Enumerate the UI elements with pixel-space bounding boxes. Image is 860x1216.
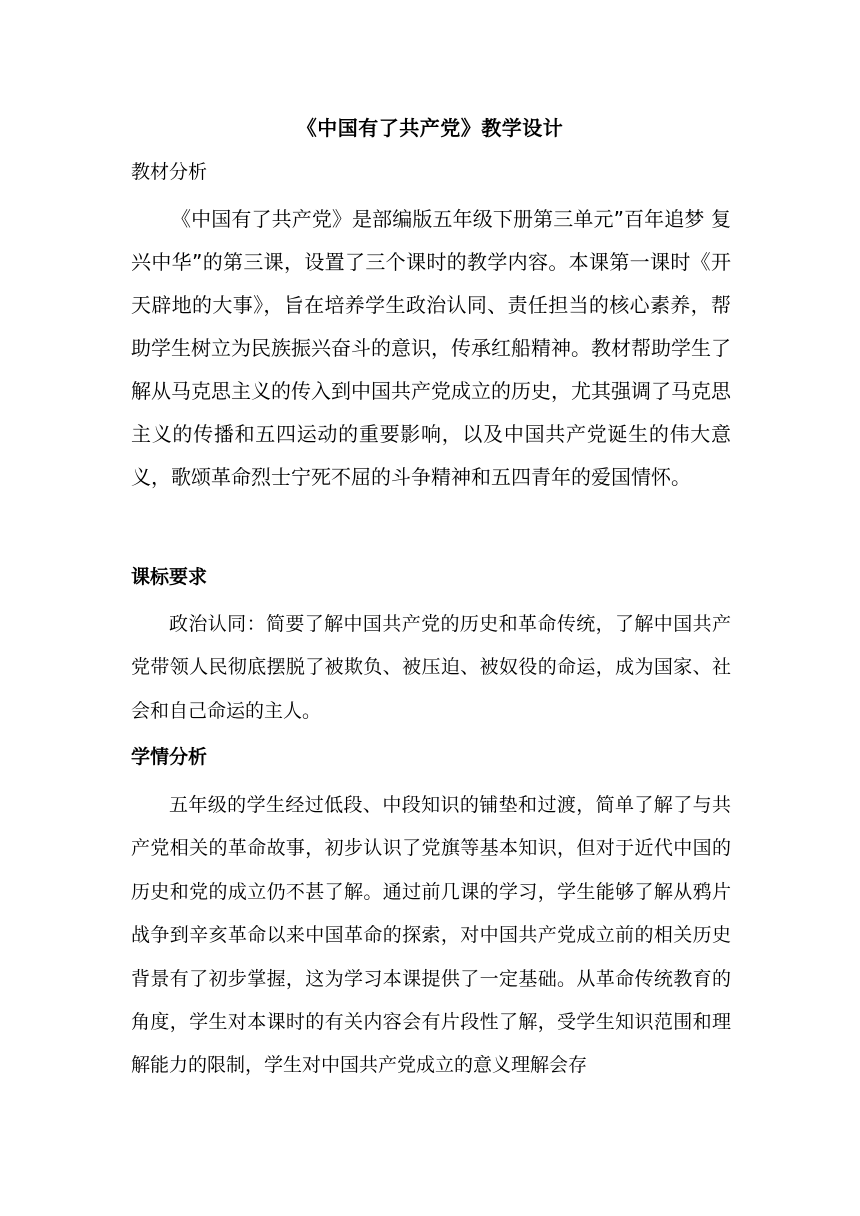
section-heading-curriculum-requirements: 课标要求	[131, 566, 208, 588]
section-paragraph-curriculum-requirements: 政治认同：简要了解中国共产党的历史和革命传统，了解中国共产党带领人民彻底摆脱了被欺负、被压迫、被奴役的命运，成为国家、社会和自己命运的主人。	[131, 613, 731, 722]
section-heading-textbook-analysis: 教材分析	[131, 161, 208, 183]
section-heading-learner-analysis: 学情分析	[131, 746, 208, 768]
document-title: 《中国有了共产党》教学设计	[296, 116, 564, 140]
section-paragraph-textbook-analysis: 《中国有了共产党》是部编版五年级下册第三单元”百年追梦 复兴中华”的第三课，设置了三个课时的教学内容。本课第一课时《开天辟地的大事》，旨在培养学生政治认同、责任担当的核心素养，帮助学生树立为民族振兴奋斗的意识，传承红船精神。教材帮助学生了解从马克思主义的传入到中国共产党成立的历史，尤其强调了马克思主义的传播和五四运动的重要影响，以及中国共产党诞生的伟大意义，歌颂革命烈士宁死不屈的斗争精神和五四青年的爱国情怀。	[131, 207, 731, 489]
section-paragraph-learner-analysis: 五年级的学生经过低段、中段知识的铺垫和过渡，简单了解了与共产党相关的革命故事，初步认识了党旗等基本知识，但对于近代中国的历史和党的成立仍不甚了解。通过前几课的学习，学生能够了解从鸦片战争到辛亥革命以来中国革命的探索，对中国共产党成立前的相关历史背景有了初步掌握，这为学习本课提供了一定基础。从革命传统教育的角度，学生对本课时的有关内容会有片段性了解，受学生知识范围和理解能力的限制，学生对中国共产党成立的意义理解会存	[131, 794, 731, 1077]
